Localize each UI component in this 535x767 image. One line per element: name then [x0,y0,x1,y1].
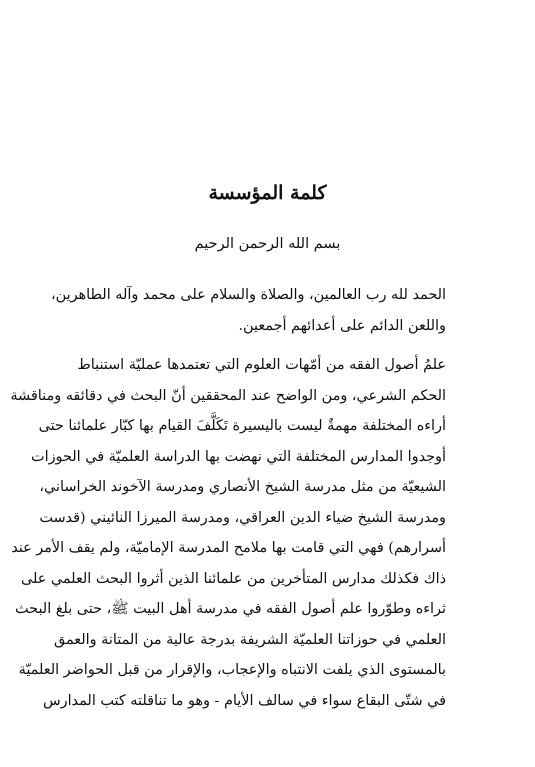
text-line: واللعن الدائم على أعدائهم أجمعين. [238,317,446,334]
text-line: أسرارهم) فهي التي قامت بها ملامح المدرسة الإماميّة، ولم يقف الأمر عند [11,540,446,556]
text-line: الحكم الشرعي، ومن الواضح عند المحققين أنّ البحث في دقائقه ومناقشة [10,387,446,404]
paragraph-1 [50,280,468,341]
text-line: أراءه المختلفة مهمةٌ ليست باليسيرة تَكَلَّفَ القيام بها كبّار علمائنا حتى [38,418,446,434]
page-title: كلمة المؤسسة [208,182,327,204]
text-line: العلمي في حوزاتنا العلميّة الشريفة بدرجة عالية من المتانة والعمق [53,631,446,648]
text-line: ذاك فكذلك مدارس المتأخرين من علمائنا الذين أثروا البحث العلمي على [20,570,446,587]
text-line: الشيعيّة من مثل مدرسة الشيخ الأنصاري ومدرسة الآخوند الخراساني، [39,479,446,495]
basmala-line: بسم الله الرحمن الرحيم [194,236,341,252]
text-line: علمُ أصول الفقه من أمّهات العلوم التي تعتمدها عمليّة استنباط [77,357,446,373]
body-text [10,280,468,716]
text-line: بالمستوى الذي يلفت الانتباه والإعجاب، والإقرار من قبل الحواضر العلميّة [18,662,446,678]
text-line: الحمد لله رب العالمين، والصلاة والسلام على محمد وآله الطاهرين، [50,287,446,303]
text-line: في شتّى البقاع سواء في سالف الأيام - وهو ما تناقلته كتب المدارس [43,692,446,709]
text-line: ثراءه وطوّروا علم أصول الفقه في مدرسة أهل البيت ﷺ، حتى بلغ البحث [15,601,446,617]
paragraph-2 [10,350,468,716]
text-line: أوجدوا المدارس المختلفة التي نهضت بها الدراسة العلميّة في الحوزات [31,448,446,465]
text-line: ومدرسة الشيخ ضياء الدين العراقي، ومدرسة الميرزا النائيني (قدست [39,509,446,526]
